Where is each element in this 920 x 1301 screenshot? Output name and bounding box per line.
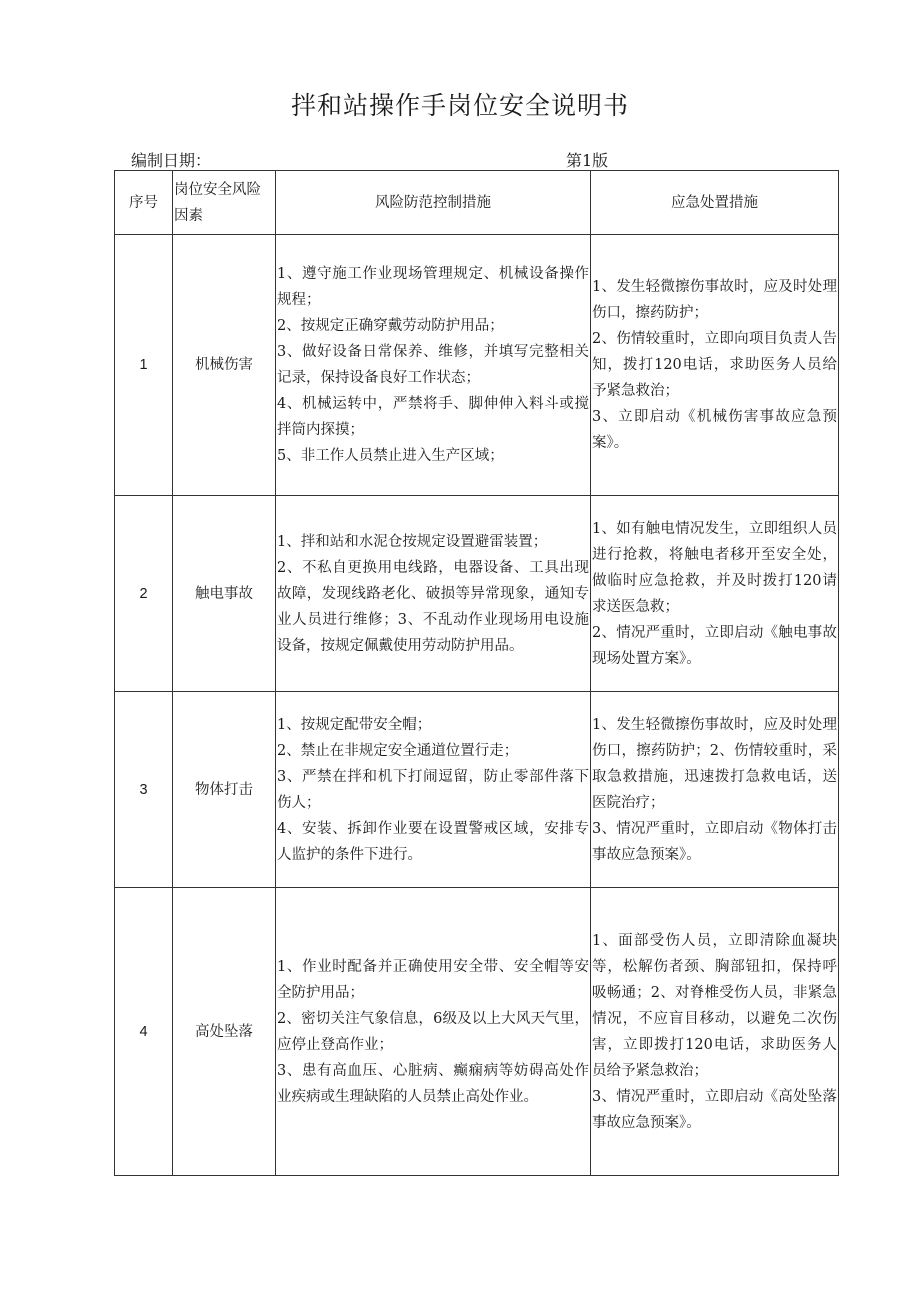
measure-item: 1、遵守施工作业现场管理规定、机械设备操作规程； [277,266,589,308]
document-title: 拌和站操作手岗位安全说明书 [290,91,629,120]
measure-item: 2、密切关注气象信息，6级及以上大风天气里，应停止登高作业； [277,1010,589,1053]
row-emergency-response [591,692,839,888]
row-risk-factor: 物体打击 [173,692,276,888]
response-item: 1、如有触电情况发生，立即组织人员进行抢救，将触电者移开至安全处，做临时应急抢救，并及时拨打120请求送医急救； [592,520,837,615]
measure-item: 2、禁止在非规定安全通道位置行走； [277,742,519,759]
measure-item: 3、严禁在拌和机下打闹逗留，防止零部件落下伤人； [277,768,589,811]
version-label: 第1版 [566,151,609,170]
response-item: 2、伤情较重时，立即向项目负责人告知，拨打120电话，求助医务人员给予紧急救治； [592,331,837,399]
row-control-measures [276,496,591,692]
safety-table [114,170,839,1176]
measure-item: 3、做好设备日常保养、维修，并填写完整相关记录，保持设备良好工作状态； [277,344,589,386]
row-emergency-response [591,888,839,1176]
response-item: 1、发生轻微擦伤事故时，应及时处理伤口，擦药防护；2、伤情较重时，采取急救措施，迅速拨打急救电话，送医院治疗； [592,716,837,811]
table-row [115,496,839,692]
measure-item: 5、非工作人员禁止进入生产区域； [277,448,504,464]
measure-item: 1、按规定配带安全帽； [277,716,432,733]
table-row [115,888,839,1176]
row-risk-factor: 触电事故 [173,496,276,692]
table-row [115,235,839,496]
measure-item: 3、患有高血压、心脏病、癫痫病等妨碍高处作业疾病或生理缺陷的人员禁止高处作业。 [277,1062,589,1105]
header-emergency-response: 应急处置措施 [591,171,839,235]
response-item: 1、面部受伤人员，立即清除血凝块等，松解伤者颈、胸部钮扣，保持呼吸畅通；2、对脊椎受伤人员，非紧急情况，不应盲目移动，以避免二次伤害，立即拨打120电话，求助医务人员给予紧急救治； [592,932,837,1079]
row-index: 4 [115,888,173,1176]
row-risk-factor: 机械伤害 [173,235,276,496]
measure-item: 1、拌和站和水泥仓按规定设置避雷装置； [277,533,548,550]
table-header-row [115,171,839,235]
header-index: 序号 [115,171,173,235]
response-item: 2、情况严重时，立即启动《触电事故现场处置方案》。 [592,624,837,667]
header-control-measures: 风险防范控制措施 [276,171,591,235]
response-item: 3、情况严重时，立即启动《高处坠落事故应急预案》。 [592,1088,837,1131]
row-emergency-response [591,496,839,692]
row-index: 2 [115,496,173,692]
measure-item: 4、安装、拆卸作业要在设置警戒区域，安排专人监护的条件下进行。 [277,820,589,863]
row-index: 1 [115,235,173,496]
response-item: 3、立即启动《机械伤害事故应急预案》。 [592,409,837,451]
header-risk-factor: 岗位安全风险因素 [173,171,276,235]
row-control-measures [276,692,591,888]
measure-item: 1、作业时配备并正确使用安全带、安全帽等安全防护用品； [277,958,589,1001]
row-risk-factor: 高处坠落 [173,888,276,1176]
row-control-measures [276,235,591,496]
compile-date-label: 编制日期： [131,151,212,170]
measure-item: 2、不私自更换用电线路，电器设备、工具出现故障，发现线路老化、破损等异常现象，通知专业人员进行维修；3、不乱动作业现场用电设施设备，按规定佩戴使用劳动防护用品。 [277,559,589,654]
row-emergency-response [591,235,839,496]
response-item: 3、情况严重时，立即启动《物体打击事故应急预案》。 [592,820,837,863]
table-row [115,692,839,888]
measure-item: 2、按规定正确穿戴劳动防护用品； [277,318,504,334]
measure-item: 4、机械运转中，严禁将手、脚伸伸入料斗或搅拌筒内探摸； [277,396,589,438]
table-body [115,235,839,1176]
response-item: 1、发生轻微擦伤事故时，应及时处理伤口，擦药防护； [592,279,837,321]
row-index: 3 [115,692,173,888]
row-control-measures [276,888,591,1176]
